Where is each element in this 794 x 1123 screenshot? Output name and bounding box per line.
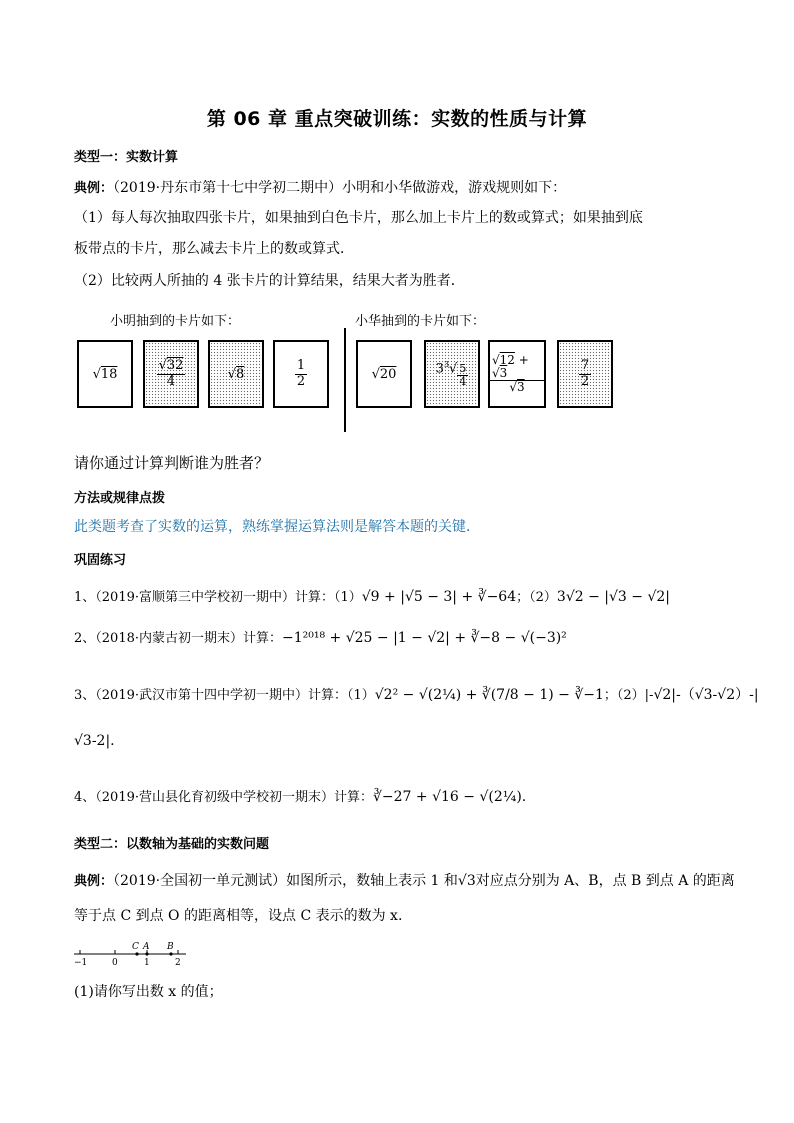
type2-example-sqrt: √3 bbox=[457, 873, 476, 889]
number-line bbox=[70, 940, 190, 970]
question: 请你通过计算判断谁为胜者？ bbox=[74, 454, 270, 472]
practice-1-mid: ；（2） bbox=[516, 590, 557, 605]
tick-label: −1 bbox=[74, 958, 88, 968]
practice-heading: 巩固练习 bbox=[74, 553, 127, 568]
card-hua-3: $\frac{√12 + √3}{√3}$ bbox=[488, 340, 546, 408]
type2-question-1: (1)请你写出数 x 的值； bbox=[74, 984, 223, 1000]
card-hua-2: $3^3√$ $\frac{5}{4}$ bbox=[424, 340, 480, 408]
point-a bbox=[145, 952, 148, 955]
point-label: A bbox=[143, 942, 150, 952]
point-label: C bbox=[132, 942, 139, 952]
practice-3-prefix: 3、（2019·武汉市第十四中学初一期中）计算：（1） bbox=[74, 688, 375, 703]
card-divider bbox=[344, 328, 346, 432]
rule2-line: （2）比较两人所抽的 4 张卡片的计算结果，结果大者为胜者． bbox=[74, 273, 465, 289]
practice-3 bbox=[74, 684, 759, 704]
practice-3-continued: √3-2|. bbox=[74, 733, 115, 749]
practice-3-expr2: √2|-（√3-√2）-| bbox=[653, 687, 759, 703]
tick-label: 1 bbox=[144, 958, 150, 968]
type1-heading: 类型一：实数计算 bbox=[74, 150, 179, 165]
practice-1-expr2: 3√2 − |√3 − √2| bbox=[556, 589, 670, 605]
practice-2-prefix: 2、（2018·内蒙古初一期末）计算： bbox=[74, 631, 282, 646]
practice-4 bbox=[74, 786, 526, 805]
method-text: 此类题考查了实数的运算，熟练掌握运算法则是解答本题的关键． bbox=[74, 519, 480, 535]
practice-1 bbox=[74, 586, 670, 605]
practice-4-prefix: 4、（2019·营山县化育初级中学校初一期末）计算： bbox=[74, 790, 373, 805]
point-b bbox=[169, 952, 172, 955]
hua-label: 小华抽到的卡片如下： bbox=[355, 314, 486, 329]
practice-3-expr1: √2² − √(2¼) + ∛(7/8 − 1) − ∛−1 bbox=[374, 687, 604, 703]
type2-example-line2: 等于点 C 到点 O 的距离相等，设点 C 表示的数为 x. bbox=[74, 908, 403, 924]
practice-4-expr: ∛−27 + √16 − √(2¼). bbox=[373, 789, 527, 805]
card-ming-3: √8 bbox=[208, 340, 264, 408]
rule1-line-b: 板带点的卡片，那么减去卡片上的数或算式． bbox=[74, 241, 354, 257]
card-ming-2: $\frac{√32}{4}$ bbox=[143, 340, 199, 408]
example-label: 典例： bbox=[74, 181, 114, 196]
example-paragraph bbox=[74, 177, 566, 197]
rule1-line-a: （1）每人每次抽取四张卡片，如果抽到白色卡片，那么加上卡片上的数或算式；如果抽到底 bbox=[74, 210, 643, 226]
practice-3-mid: ；（2）|- bbox=[603, 688, 654, 703]
card-ming-4: $\frac{1}{2}$ bbox=[273, 340, 329, 408]
type2-example-line1 bbox=[74, 870, 735, 890]
point-c bbox=[135, 952, 138, 955]
tick-label: 2 bbox=[175, 958, 181, 968]
card-hua-4: $\frac{7}{2}$ bbox=[557, 340, 613, 408]
type2-example-text-a: （2019·全国初一单元测试）如图所示，数轴上表示 1 和 bbox=[113, 873, 458, 889]
practice-1-expr1: √9 + |√5 − 3| + ∛−64 bbox=[361, 589, 517, 605]
ming-label: 小明抽到的卡片如下： bbox=[110, 314, 241, 329]
point-label: B bbox=[167, 942, 174, 952]
practice-2 bbox=[74, 627, 567, 646]
page-title: 第 06 章 重点突破训练：实数的性质与计算 bbox=[206, 108, 588, 130]
example-text: （2019·丹东市第十七中学初二期中）小明和小华做游戏，游戏规则如下： bbox=[113, 180, 567, 196]
method-heading: 方法或规律点拨 bbox=[74, 491, 166, 506]
type2-heading: 类型二：以数轴为基础的实数问题 bbox=[74, 837, 270, 852]
practice-1-prefix: 1、（2019·富顺第三中学校初一期中）计算：（1） bbox=[74, 590, 362, 605]
card-ming-1: √18 bbox=[77, 340, 133, 408]
tick-label: 0 bbox=[112, 958, 118, 968]
practice-2-expr: −1²⁰¹⁸ + √25 − |1 − √2| + ∛−8 − √(−3)² bbox=[282, 630, 567, 646]
type2-example-text-b: 对应点分别为 A、B，点 B 到点 A 的距离 bbox=[475, 873, 735, 889]
type2-example-label: 典例： bbox=[74, 874, 114, 889]
card-hua-1: √20 bbox=[356, 340, 412, 408]
